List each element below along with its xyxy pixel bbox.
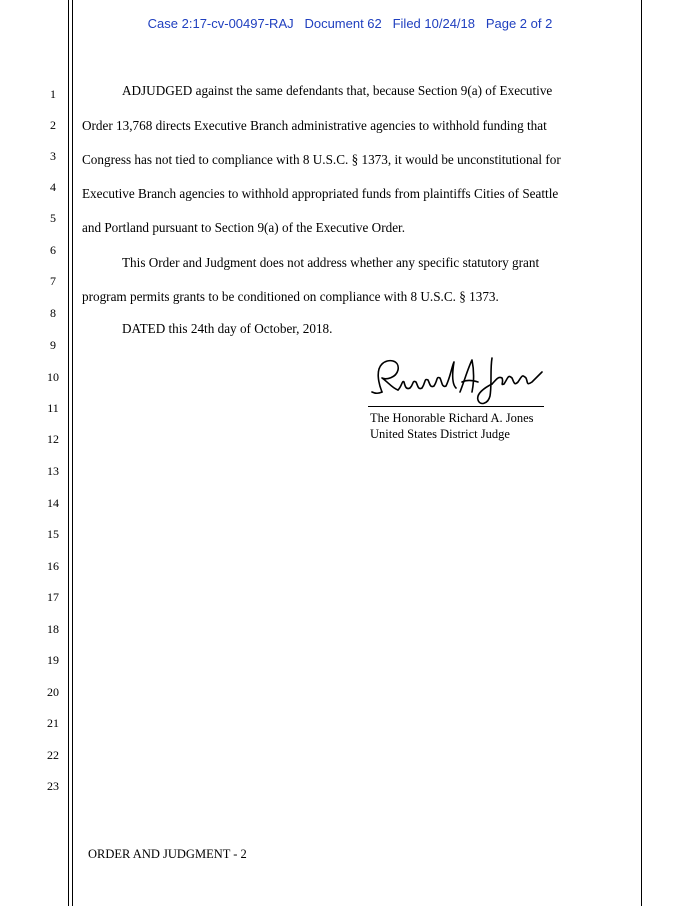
judge-title: United States District Judge <box>370 427 510 441</box>
line-number: 16 <box>47 559 59 573</box>
paragraph-scope-line-2: program permits grants to be conditioned on compliance with 8 U.S.C. § 1373. <box>82 289 499 304</box>
paragraph-scope-line-1: This Order and Judgment does not address whether any specific statutory grant <box>122 255 540 270</box>
line-number: 2 <box>50 118 56 132</box>
left-margin-rule-outer <box>68 0 69 906</box>
line-number: 4 <box>50 180 56 194</box>
line-number: 11 <box>47 401 59 415</box>
line-number: 8 <box>50 306 56 320</box>
paragraph-adjudged-line-5: and Portland pursuant to Section 9(a) of the Executive Order. <box>82 220 406 235</box>
line-number: 1 <box>50 87 56 101</box>
paragraph-adjudged-line-2: Order 13,768 directs Executive Branch administrative agencies to withhold funding that <box>82 118 547 133</box>
right-margin-rule <box>641 0 642 906</box>
page-footer: ORDER AND JUDGMENT - 2 <box>88 847 247 861</box>
paragraph-adjudged-line-4: Executive Branch agencies to withhold appropriated funds from plaintiffs Cities of Seattle <box>82 186 559 201</box>
judge-name: The Honorable Richard A. Jones <box>370 411 534 425</box>
line-number: 6 <box>50 243 56 257</box>
line-number: 23 <box>47 779 59 793</box>
line-number: 9 <box>50 338 56 352</box>
line-number: 22 <box>47 748 59 762</box>
judge-signature <box>368 352 544 408</box>
line-number: 12 <box>47 432 59 446</box>
line-number: 13 <box>47 464 59 478</box>
line-number: 21 <box>47 716 59 730</box>
line-number: 15 <box>47 527 59 541</box>
line-number: 7 <box>50 274 56 288</box>
line-number: 20 <box>47 685 59 699</box>
line-number: 10 <box>47 370 59 384</box>
line-number: 14 <box>47 496 59 510</box>
paragraph-adjudged-line-3: Congress has not tied to compliance with 8 U.S.C. § 1373, it would be unconstitutional for <box>82 152 561 167</box>
dated-line: DATED this 24th day of October, 2018. <box>122 321 333 336</box>
line-number: 3 <box>50 149 56 163</box>
paragraph-adjudged-line-1: ADJUDGED against the same defendants that, because Section 9(a) of Executive <box>122 83 553 98</box>
line-number: 18 <box>47 622 59 636</box>
case-header: Case 2:17-cv-00497-RAJ Document 62 Filed 10/24/18 Page 2 of 2 <box>147 16 553 31</box>
left-margin-rule-inner <box>72 0 73 906</box>
signature-rule <box>368 406 544 407</box>
line-number: 19 <box>47 653 59 667</box>
line-number: 17 <box>47 590 59 604</box>
line-number: 5 <box>50 211 56 225</box>
